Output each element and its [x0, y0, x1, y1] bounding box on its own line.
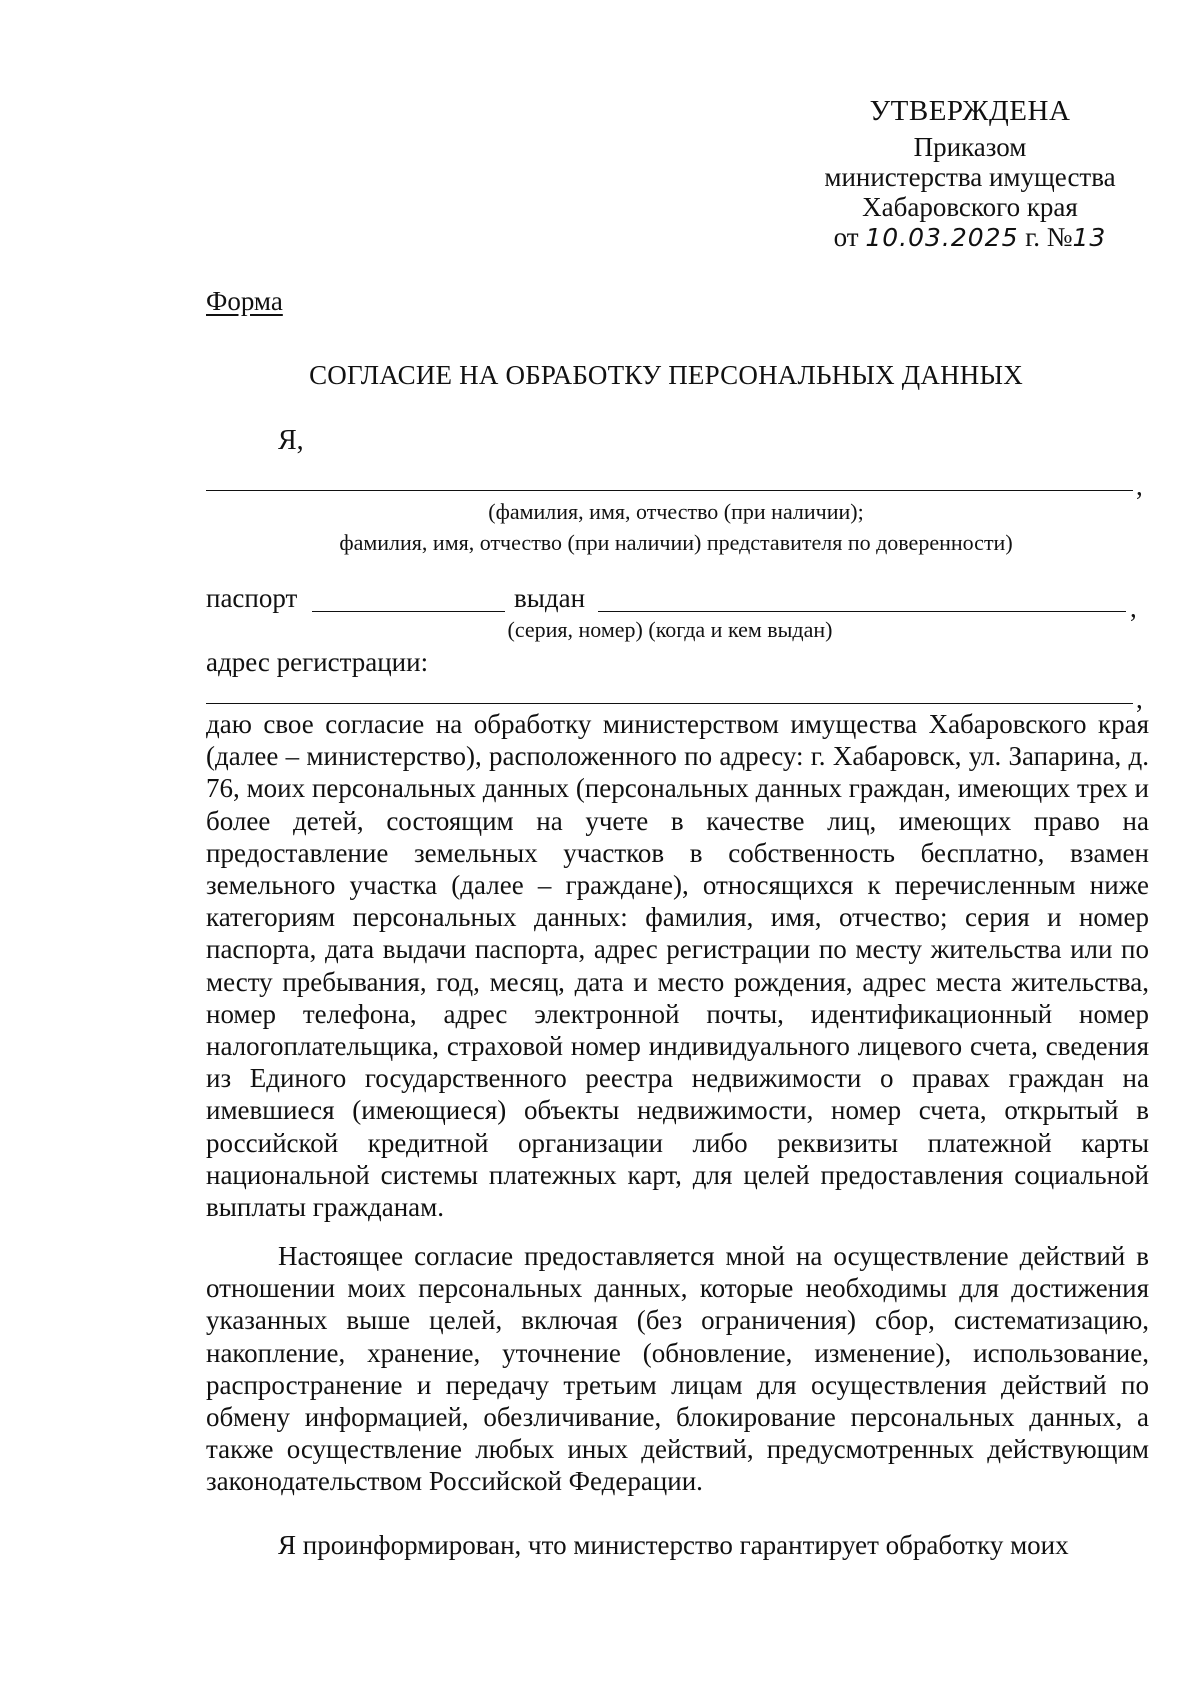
issued-by-fill-line[interactable] — [598, 611, 1126, 612]
address-label: адрес регистрации: — [206, 647, 429, 677]
consent-paragraph-2: Настоящее согласие предоставляется мной на осуществление действий в отношении моих персональных данных, которые необходимы для достижения указанных выше целей, включая (без ограничения) сбор, систематизацию, накопление, хранение, уточнение (обновление, изменение), использование, распространение и передачу третьим лицам для осуществления действий по обмену информацией, обезличивание, блокирование персональных данных, а также осуществление любых иных действий, предусмотренных действующим законодательством Российской Федерации. — [206, 1241, 1149, 1497]
address-fill-line[interactable] — [206, 703, 1133, 704]
year-number-suffix: г. № — [1025, 222, 1073, 252]
ya-label: Я, — [278, 425, 304, 456]
form-label: Форма — [206, 286, 283, 316]
address-line-comma: , — [1136, 684, 1143, 714]
approval-date-line — [800, 222, 1140, 253]
date-prefix: от — [833, 222, 859, 252]
issued-label: выдан — [514, 583, 586, 613]
name-line-comma: , — [1136, 471, 1143, 501]
approval-stamp — [800, 96, 1140, 253]
consent-paragraph-1: даю свое согласие на обработку министерством имущества Хабаровского края (далее – министерство), расположенного по адресу: г. Хабаровск, ул. Запарина, д. 76, моих персональных данных (персональных данных граждан, имеющих трех и более детей, состоящим на учете в качестве лиц, имеющих право на предоставление земельных участков в собственность бесплатно, взамен земельного участка (далее – граждане), относящихся к перечисленным ниже категориям персональных данных: фамилия, имя, отчество; серия и номер паспорта, дата выдачи паспорта, адрес регистрации по месту жительства или по месту пребывания, год, месяц, дата и место рождения, адрес места жительства, номер телефона, адрес электронной почты, идентификационный номер налогоплательщика, страховой номер индивидуального лицевого счета, сведения из Единого государственного реестра недвижимости о правах граждан на имевшиеся (имеющиеся) объекты недвижимости, номер счета, открытый в российской кредитной организации либо реквизиты платежной карты национальной системы платежных карт, для целей предоставления социальной выплаты гражданам. — [206, 709, 1149, 1223]
document-title: СОГЛАСИЕ НА ОБРАБОТКУ ПЕРСОНАЛЬНЫХ ДАННЫХ — [309, 360, 1023, 390]
consent-paragraph-3: Я проинформирован, что министерство гарантирует обработку моих — [278, 1530, 1069, 1560]
passport-label: паспорт — [206, 583, 298, 613]
name-hint-line-1: (фамилия, имя, отчество (при наличии); — [488, 499, 864, 524]
name-fill-line[interactable] — [206, 490, 1133, 491]
name-hint-line-2: фамилия, имя, отчество (при наличии) представителя по доверенности) — [339, 530, 1013, 555]
passport-line-comma: , — [1130, 593, 1137, 623]
approval-line-1: Приказом — [913, 132, 1027, 162]
approval-line-2: министерства имущества — [824, 162, 1116, 192]
handwritten-order-number: 13 — [1072, 223, 1107, 252]
passport-number-fill-line[interactable] — [312, 611, 505, 612]
handwritten-date: 10.03.2025 — [865, 223, 1019, 252]
approval-title: УТВЕРЖДЕНА — [869, 95, 1071, 127]
approval-line-3: Хабаровского края — [862, 192, 1078, 222]
name-hint — [206, 496, 1146, 558]
passport-hint: (серия, номер) (когда и кем выдан) — [507, 617, 833, 642]
